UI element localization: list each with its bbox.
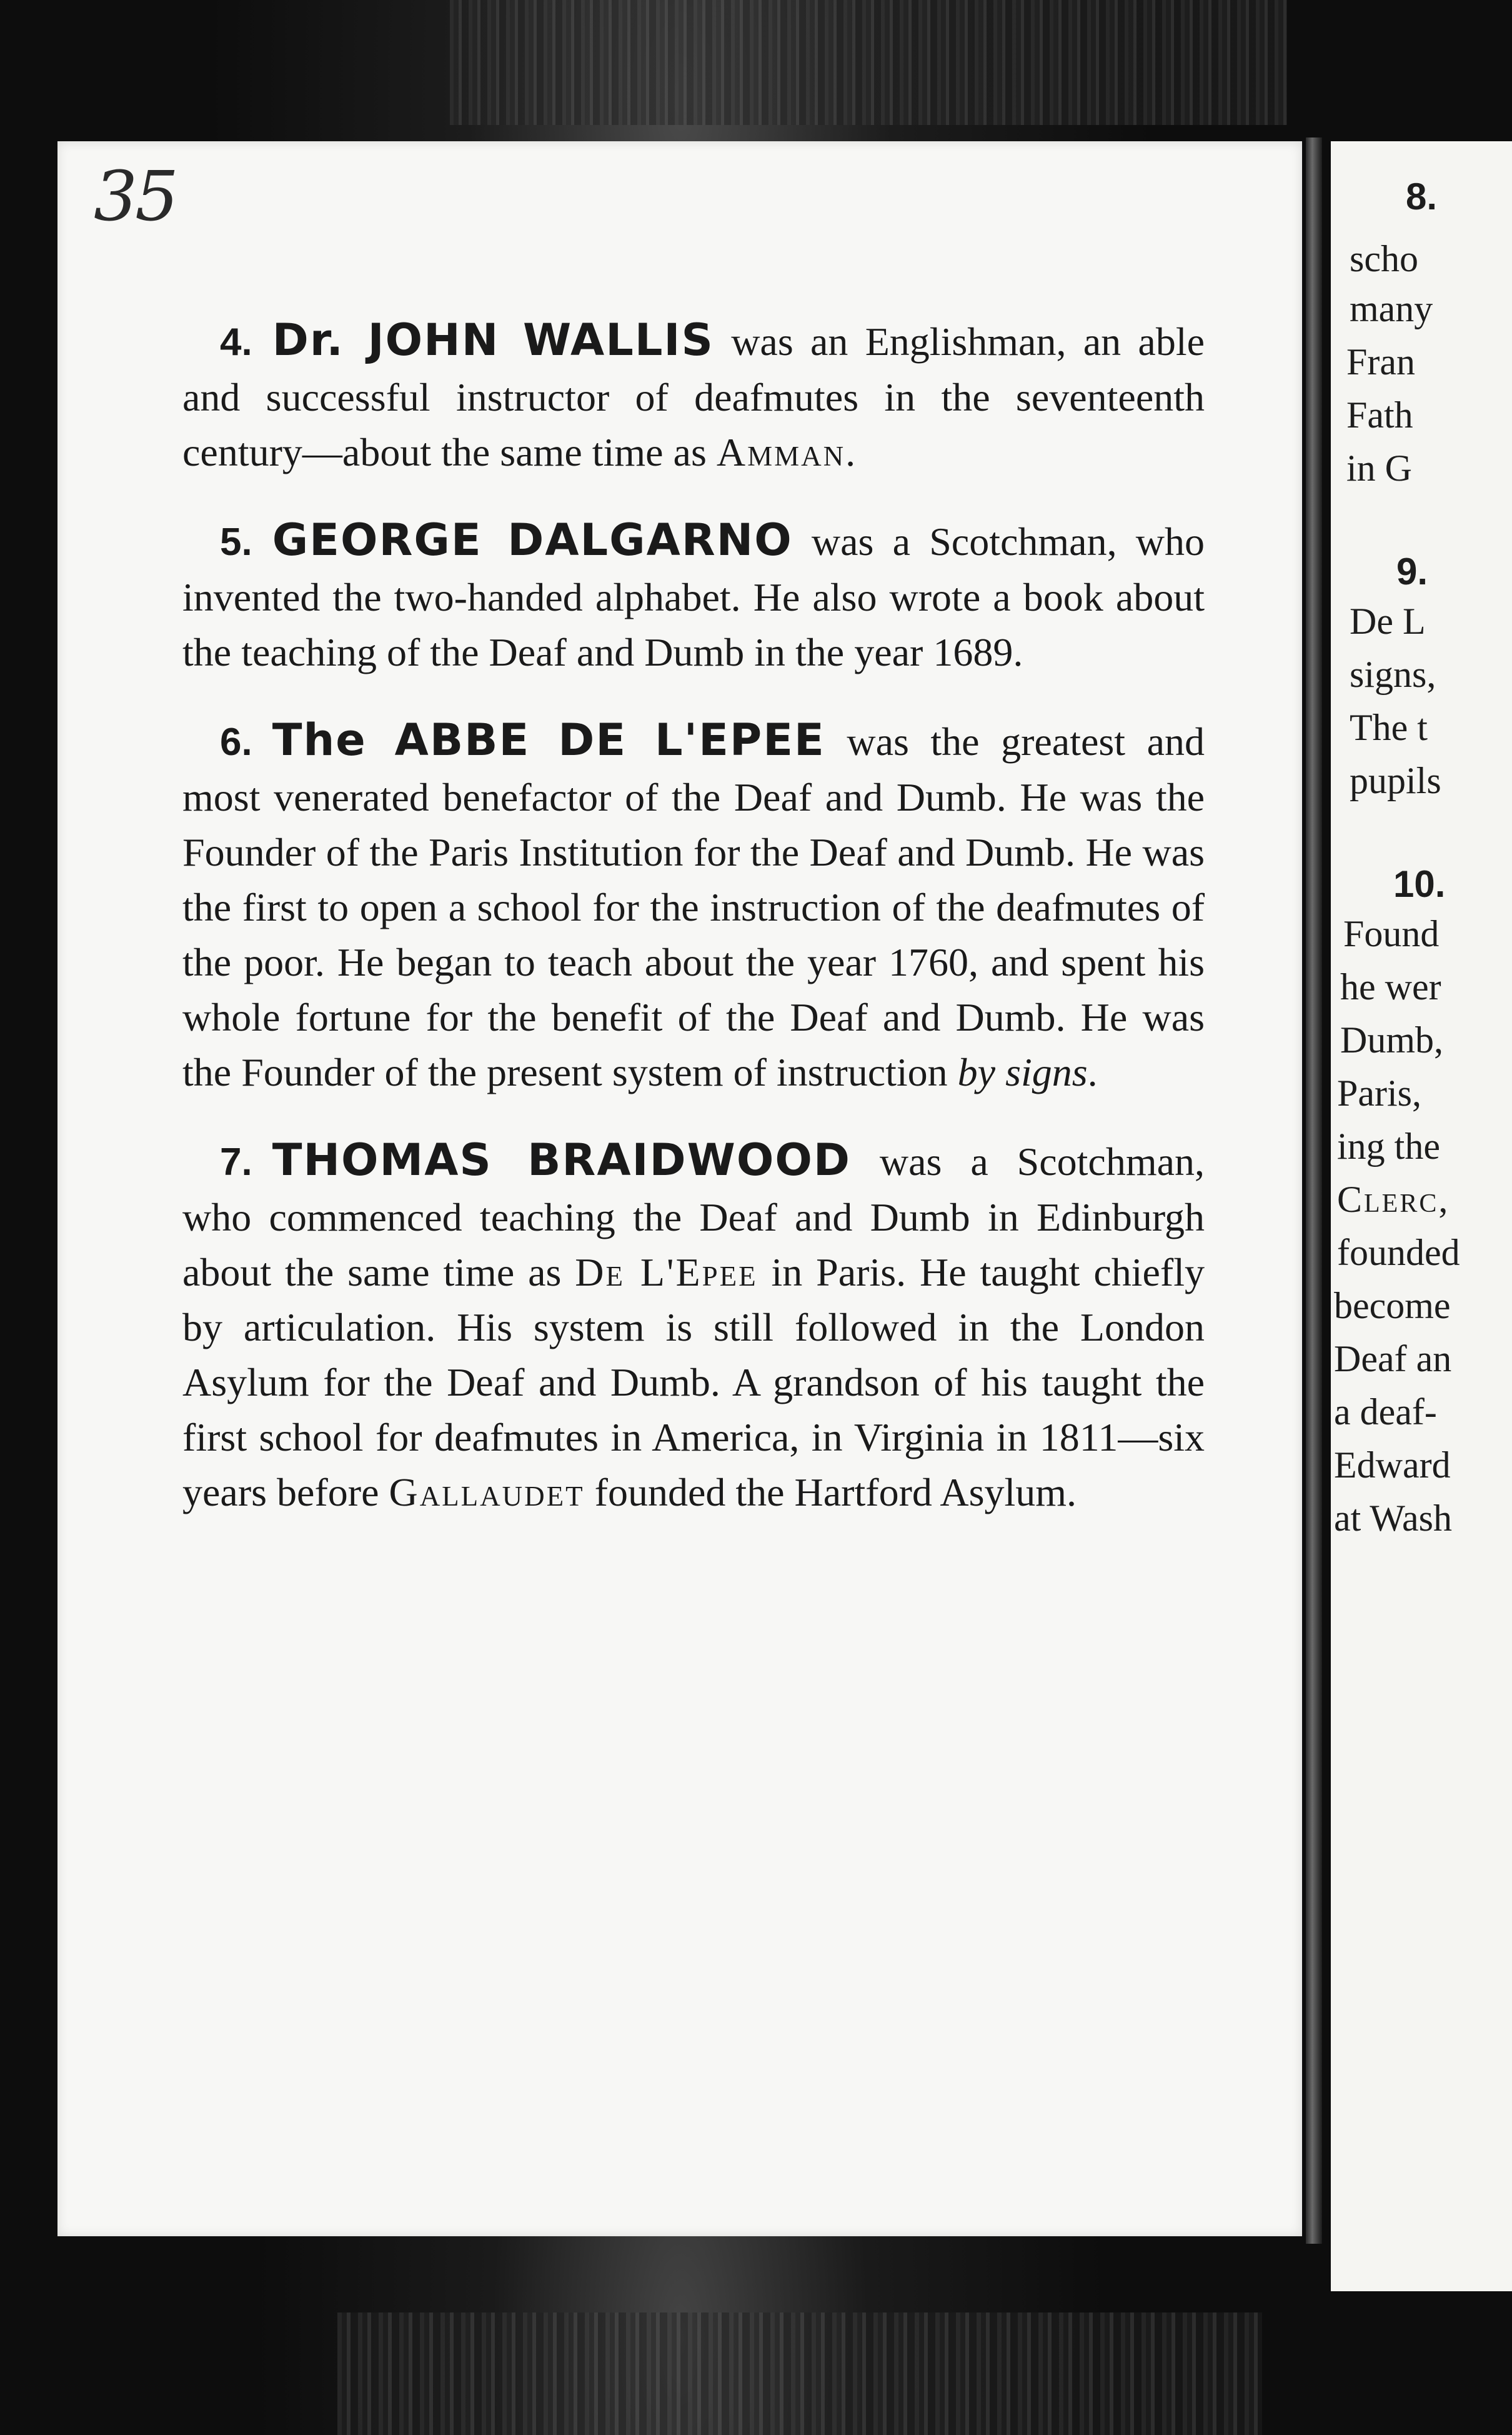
right-page-line: at Wash <box>1334 1498 1453 1539</box>
entry-text: was the greatest and most venerated benefactor of the Deaf and Dumb. He was the Founder of the Paris Institution for the Deaf and Dumb. He was the first to open a school for the instruction of the deafmutes of the poor. He began to teach about the year 1760, and spent his whole fortune for the benefit of the Deaf and Dumb. He was the Founder of the present system of instruction <box>182 719 1205 1094</box>
right-page-line: a deaf- <box>1334 1391 1437 1432</box>
entry-text-end: founded the Hartford Asylum. <box>584 1470 1077 1514</box>
right-page-line: pupils <box>1350 760 1441 801</box>
entry-text: was an Englishman, an able and successful instructor of deafmutes in the seventeenth century—about the same time as <box>182 319 1205 474</box>
entry-name: GEORGE DALGARNO <box>272 514 793 566</box>
entry-text-end: . <box>1087 1050 1098 1094</box>
handwritten-page-number: 35 <box>94 156 176 236</box>
right-page-line: founded <box>1337 1232 1460 1273</box>
scanner-edge-top <box>450 0 1287 125</box>
right-page-line: Paris, <box>1337 1072 1421 1114</box>
right-page-line: become <box>1334 1285 1451 1326</box>
entry-smallcaps: Amman <box>716 430 846 474</box>
entry-name: THOMAS BRAIDWOOD <box>272 1134 851 1186</box>
right-page-line: Fran <box>1346 341 1415 382</box>
entry-smallcaps-2: Gallaudet <box>389 1470 585 1514</box>
right-page-line: 8. <box>1406 176 1438 218</box>
right-page-line: Dumb, <box>1340 1019 1443 1061</box>
right-page-line: in G <box>1346 448 1412 489</box>
entry-name: Dr. JOHN WALLIS <box>272 314 714 366</box>
scanner-edge-bottom <box>337 2312 1262 2435</box>
right-page-line: Clerc, <box>1337 1179 1450 1220</box>
entry-5 <box>182 512 1205 680</box>
right-page-line: De L <box>1350 601 1426 642</box>
entry-smallcaps: De L'Epee <box>575 1250 758 1294</box>
entry-name: The ABBE DE L'EPEE <box>272 714 825 766</box>
entry-text-end: . <box>845 430 856 474</box>
biography-entries <box>182 312 1205 1552</box>
entry-number: 4. <box>220 321 252 364</box>
entry-text: was a Scotchman, who commenced teaching the Deaf and Dumb in Edinburgh about the same time as <box>182 1139 1205 1294</box>
entry-number: 7. <box>220 1141 252 1184</box>
right-page-line: Fath <box>1346 394 1413 436</box>
right-page-line: Deaf an <box>1334 1338 1452 1379</box>
entry-number: 6. <box>220 721 252 764</box>
entry-italic: by signs <box>957 1050 1088 1094</box>
entry-4 <box>182 312 1205 480</box>
entry-number: 5. <box>220 521 252 564</box>
right-page-line: 9. <box>1396 551 1428 592</box>
right-page-line: 10. <box>1393 863 1446 905</box>
right-page-partial <box>1331 141 1512 2291</box>
right-page-line: he wer <box>1340 966 1441 1008</box>
right-page-line: Found <box>1343 913 1440 954</box>
right-page-line: many <box>1350 288 1433 329</box>
entry-text: was a Scotchman, who invented the two-handed alphabet. He also wrote a book about the teaching of the Deaf and Dumb in the year 1689. <box>182 519 1205 674</box>
right-page-line: signs, <box>1350 654 1436 695</box>
right-page-line: The t <box>1350 707 1428 748</box>
right-page-line: scho <box>1350 238 1418 279</box>
entry-7 <box>182 1132 1205 1520</box>
right-page-line: Edward <box>1334 1444 1451 1486</box>
entry-text-middle: in Paris. He taught chiefly by articulation. His system is still followed in the London Asylum for the Deaf and Dumb. A grandson of his taught the first school for deafmutes in America, in Virginia in 1811—six years before <box>182 1250 1205 1514</box>
right-page-line: ing the <box>1337 1126 1440 1167</box>
entry-6 <box>182 712 1205 1100</box>
page-gutter-shadow <box>1306 138 1322 2244</box>
